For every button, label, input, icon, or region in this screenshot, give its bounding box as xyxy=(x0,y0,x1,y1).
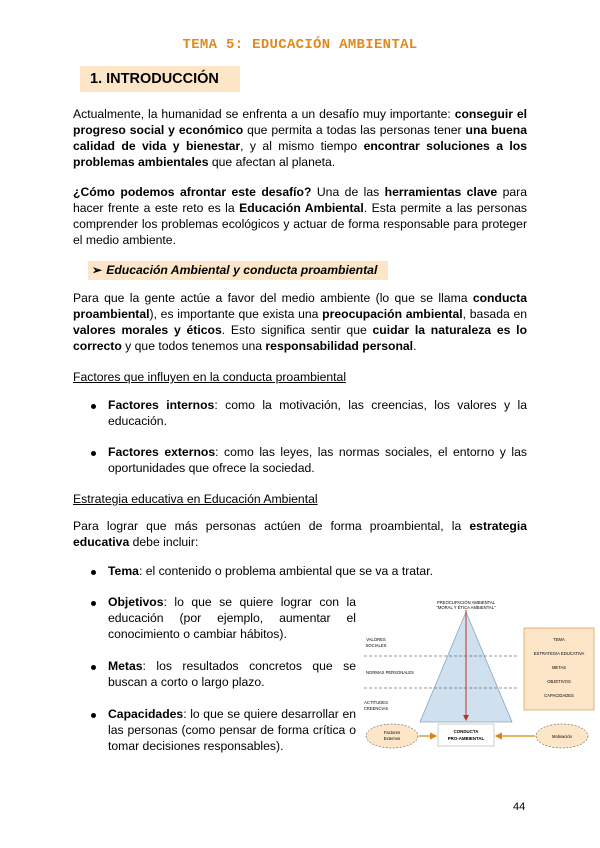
arrow-icon: ➢ xyxy=(92,263,103,277)
diagram-label: ESTRATEGIA EDUCATIVA xyxy=(533,651,585,656)
diagram-label: "MORAL Y ÉTICA AMBIENTAL" xyxy=(436,605,496,610)
strategy-heading: Estrategia educativa en Educación Ambiental xyxy=(73,492,318,506)
bullet-icon xyxy=(91,665,96,670)
bullet-icon xyxy=(91,404,96,409)
diagram-label: Motivación xyxy=(551,734,573,739)
diagram-label: VALORES xyxy=(366,637,386,642)
diagram-label: ACTITUDES xyxy=(364,700,388,705)
strategy-item: Tema: el contenido o problema ambiental que se va a tratar. xyxy=(108,564,433,578)
strategy-item: Metas: los resultados concretos que se buscan a corto o largo plazo. xyxy=(108,659,356,689)
diagram-label: OBJETIVOS xyxy=(547,679,571,684)
paragraph-proambiental: Para que la gente actúe a favor del medio ambiente (lo que se llama conducta proambiental), es importante que exista una preocupación ambiental, basada en valores morales y éticos. Esto significa sentir que cuidar la naturaleza es lo correcto y que todos tenemos una responsabilidad personal. xyxy=(73,291,528,353)
proenvironmental-diagram xyxy=(362,596,598,758)
paragraph-strategy: Para lograr que más personas actúen de forma proambiental, la estrategia educativa debe incluir: xyxy=(73,519,527,549)
document-title: TEMA 5: EDUCACIÓN AMBIENTAL xyxy=(182,37,418,53)
paragraph-intro: Actualmente, la humanidad se enfrenta a un desafío muy importante: conseguir el progreso social y económico que permita a todas las personas tener una buena calidad de vida y bienestar, y al mismo tiempo encontrar soluciones a los problemas ambientales que afectan al planeta. xyxy=(73,107,528,169)
diagram-label: PRO-AMBIENTAL xyxy=(447,736,485,741)
diagram-label: CAPACIDADES xyxy=(544,693,574,698)
factor-item: Factores internos: como la motivación, las creencias, los valores y la educación. xyxy=(108,398,527,428)
conduct-box xyxy=(438,724,494,746)
bullet-icon xyxy=(91,570,96,575)
diagram-label: CONDUCTA xyxy=(453,729,479,734)
diagram-label: NORMAS PERSONALES xyxy=(366,670,414,675)
diagram-label: PREOCUPACIÓN AMBIENTAL xyxy=(436,600,496,605)
strategy-item: Capacidades: lo que se quiere desarrollar en las personas (como pensar de forma crítica o tomar decisiones responsables). xyxy=(108,707,356,753)
section-heading: 1. INTRODUCCIÓN xyxy=(80,66,240,92)
diagram-label: CREENCIAS xyxy=(363,706,389,711)
diagram-label: METAS xyxy=(551,665,567,670)
factor-item: Factores externos: como las leyes, las normas sociales, el entorno y las oportunidades que ofrece la sociedad. xyxy=(108,445,527,475)
diagram-label: Factores xyxy=(383,730,401,735)
diagram-label: SOCIALES xyxy=(365,643,387,648)
paragraph-challenge: ¿Cómo podemos afrontar este desafío? Una de las herramientas clave para hacer frente a este reto es la Educación Ambiental. Esta permite a las personas comprender los problemas ecológicos y actuar de forma responsable para proteger el medio ambiente. xyxy=(73,185,528,247)
page-number: 44 xyxy=(513,801,526,813)
factors-heading: Factores que influyen en la conducta proambiental xyxy=(73,370,347,384)
strategy-item: Objetivos: lo que se quiere lograr con la educación (por ejemplo, aumentar el conocimiento o cambiar hábitos). xyxy=(108,595,356,641)
diagram-label: Externos xyxy=(383,736,401,741)
bullet-icon xyxy=(91,451,96,456)
diagram-label: TEMA xyxy=(553,637,565,642)
bullet-icon xyxy=(91,601,96,606)
subheading: ➢ Educación Ambiental y conducta proambiental xyxy=(88,261,388,280)
bullet-icon xyxy=(91,713,96,718)
